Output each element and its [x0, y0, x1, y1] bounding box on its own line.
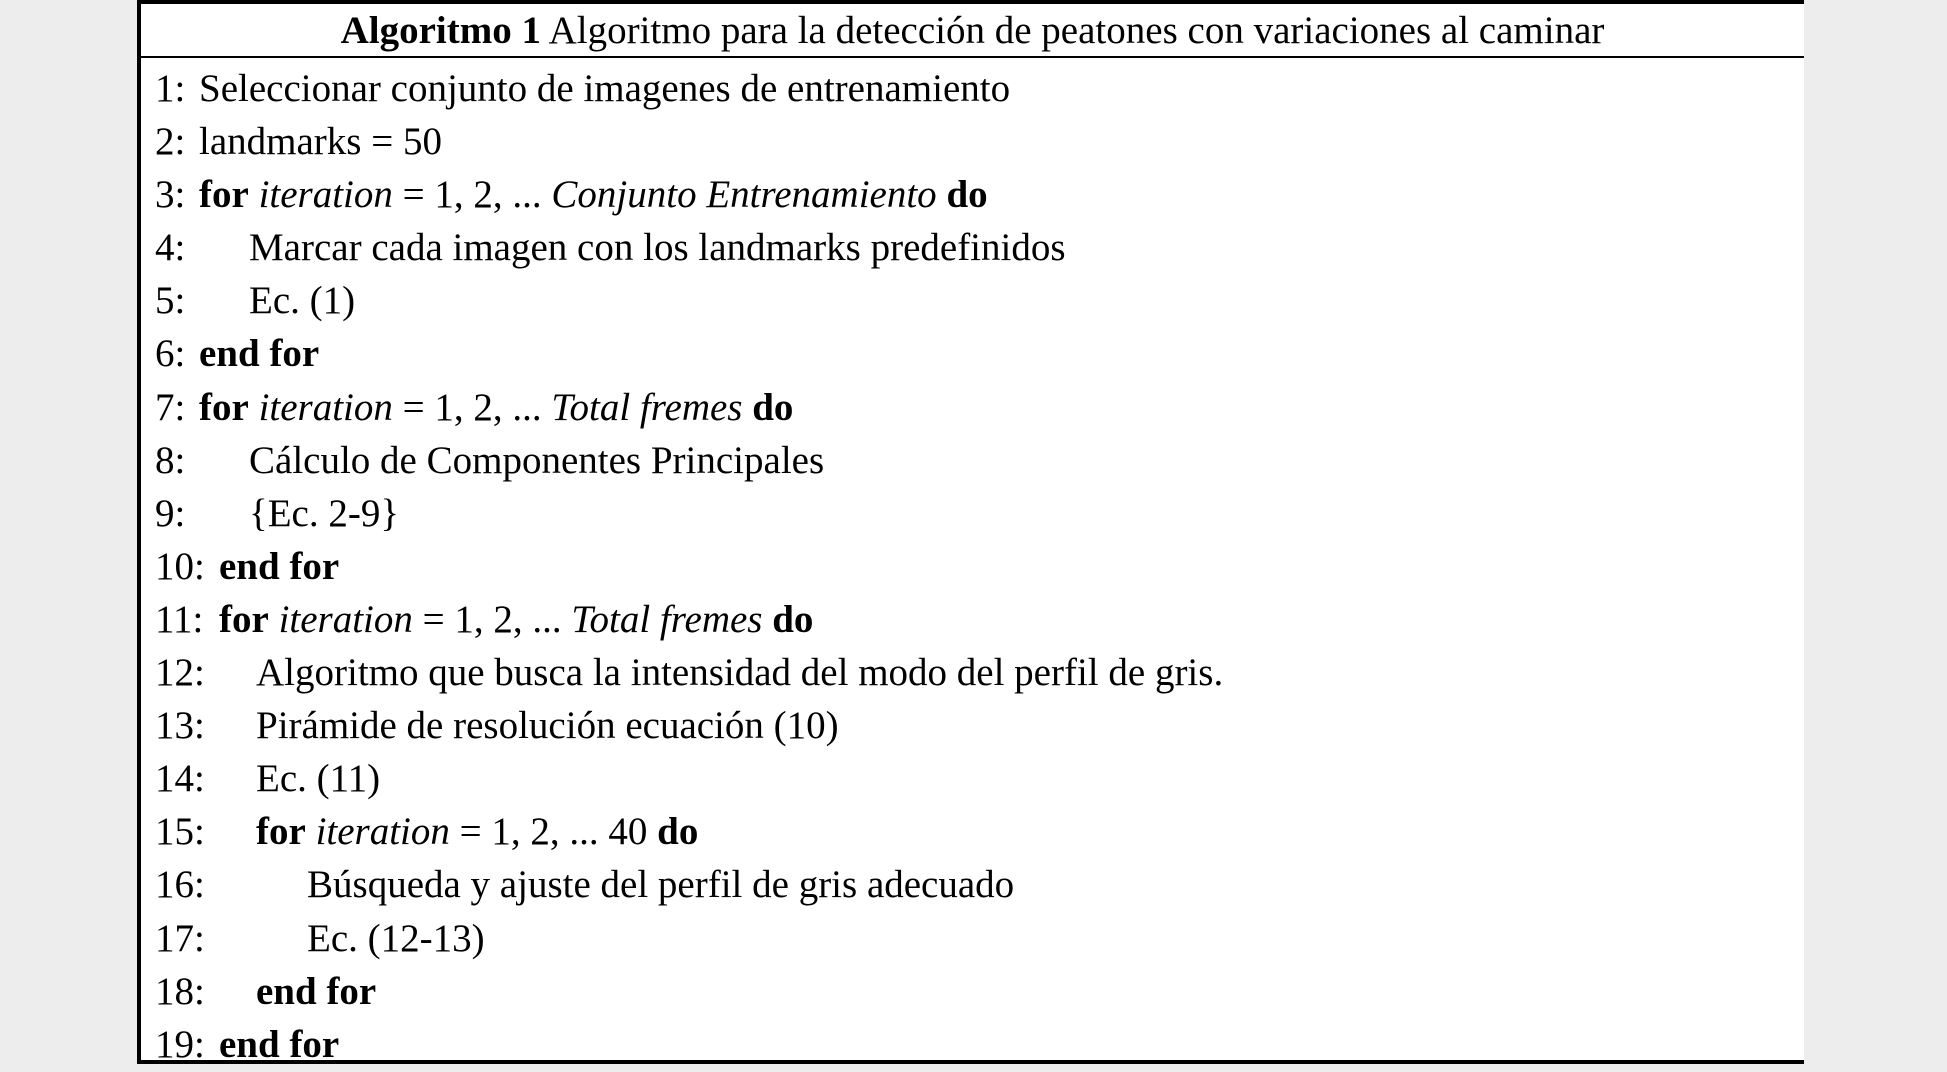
code-text: Ec. (11) — [256, 757, 381, 801]
algorithm-line — [155, 1018, 1804, 1071]
italic-term: Total fremes — [551, 385, 743, 429]
keyword: do — [752, 385, 794, 429]
code-text — [937, 173, 947, 216]
keyword: for — [256, 810, 306, 854]
algorithm-line — [155, 540, 1804, 593]
line-code — [256, 752, 380, 805]
code-text: landmarks = 50 — [199, 120, 442, 164]
algorithm-line — [155, 646, 1804, 699]
line-code — [249, 221, 1066, 274]
line-code — [199, 62, 1010, 115]
algorithm-line — [155, 487, 1804, 540]
code-text — [762, 598, 772, 641]
line-number: 11: — [155, 597, 204, 641]
line-number: 9: — [155, 491, 186, 535]
code-text: Seleccionar conjunto de imagenes de entrenamiento — [199, 67, 1011, 110]
algorithm-line — [155, 221, 1804, 274]
code-text: = 1, 2, ... — [392, 385, 552, 429]
line-number: 6: — [155, 332, 186, 376]
keyword: for — [219, 597, 269, 641]
code-text: Ec. (1) — [249, 279, 356, 323]
line-number: 5: — [155, 279, 186, 323]
line-number: 14: — [155, 757, 205, 801]
keyword: do — [772, 597, 814, 641]
line-number: 19: — [155, 1022, 205, 1066]
algorithm-line — [155, 752, 1804, 805]
italic-term: Total fremes — [571, 597, 763, 641]
code-text — [249, 173, 259, 216]
algorithm-line — [155, 434, 1804, 487]
code-text: Algoritmo que busca la intensidad del modo del perfil de gris. — [256, 651, 1224, 695]
line-code — [307, 858, 1014, 911]
keyword: do — [657, 810, 699, 854]
code-text: Ec. (12-13) — [307, 916, 485, 960]
line-code — [249, 274, 355, 327]
line-code — [256, 805, 698, 858]
keyword: for — [199, 385, 249, 429]
algorithm-line — [155, 912, 1804, 965]
code-text: = 1, 2, ... — [412, 597, 572, 641]
algorithm-box — [137, 0, 1804, 1064]
line-number: 1: — [155, 67, 186, 110]
keyword: for — [199, 173, 249, 217]
italic-term: Conjunto Entrenamiento — [551, 173, 937, 217]
line-code — [249, 487, 399, 540]
algorithm-line — [155, 168, 1804, 221]
line-number: 16: — [155, 863, 205, 907]
algorithm-body — [155, 62, 1804, 1071]
line-number: 13: — [155, 704, 205, 748]
algorithm-line — [155, 115, 1804, 168]
line-number: 4: — [155, 226, 186, 270]
code-text: Búsqueda y ajuste del perfil de gris adecuado — [307, 863, 1015, 907]
italic-term: iteration — [258, 173, 393, 217]
algorithm-line — [155, 965, 1804, 1018]
line-code — [249, 434, 824, 487]
line-code — [256, 965, 376, 1018]
keyword: end for — [219, 544, 340, 588]
line-code — [256, 646, 1223, 699]
algorithm-line — [155, 327, 1804, 380]
algorithm-line — [155, 699, 1804, 752]
keyword: end for — [256, 969, 377, 1013]
line-code — [219, 540, 339, 593]
line-code — [256, 699, 839, 752]
line-number: 15: — [155, 810, 205, 854]
algorithm-caption — [141, 4, 1804, 58]
algorithm-label: Algoritmo 1 — [340, 9, 541, 52]
code-text: = 1, 2, ... 40 — [449, 810, 658, 854]
keyword: do — [946, 173, 988, 217]
line-number: 3: — [155, 173, 186, 217]
code-text — [269, 598, 279, 641]
code-text: = 1, 2, ... — [392, 173, 552, 217]
italic-term: iteration — [278, 597, 413, 641]
line-code — [219, 593, 813, 646]
line-number: 18: — [155, 969, 205, 1013]
algorithm-title: Algoritmo para la detección de peatones con variaciones al caminar — [548, 9, 1605, 52]
line-code — [199, 381, 793, 434]
code-text: {Ec. 2-9} — [249, 491, 400, 535]
line-number: 2: — [155, 120, 186, 164]
italic-term: iteration — [258, 385, 393, 429]
code-text: Cálculo de Componentes Principales — [249, 438, 825, 482]
algorithm-line — [155, 274, 1804, 327]
line-code — [199, 168, 988, 221]
italic-term: iteration — [315, 810, 450, 854]
line-number: 17: — [155, 916, 205, 960]
line-number: 8: — [155, 438, 186, 482]
keyword: end for — [219, 1022, 340, 1066]
algorithm-line — [155, 593, 1804, 646]
code-text — [249, 386, 259, 429]
code-text — [306, 810, 316, 853]
line-code — [219, 1018, 339, 1071]
keyword: end for — [199, 332, 320, 376]
line-code — [307, 912, 485, 965]
line-number: 10: — [155, 544, 205, 588]
algorithm-line — [155, 381, 1804, 434]
algorithm-line — [155, 858, 1804, 911]
line-number: 7: — [155, 385, 186, 429]
algorithm-line — [155, 62, 1804, 115]
algorithm-line — [155, 805, 1804, 858]
code-text: Marcar cada imagen con los landmarks predefinidos — [249, 226, 1066, 270]
code-text — [742, 386, 752, 429]
code-text: Pirámide de resolución ecuación (10) — [256, 704, 839, 748]
line-code — [199, 327, 319, 380]
line-number: 12: — [155, 651, 205, 695]
line-code — [199, 115, 442, 168]
